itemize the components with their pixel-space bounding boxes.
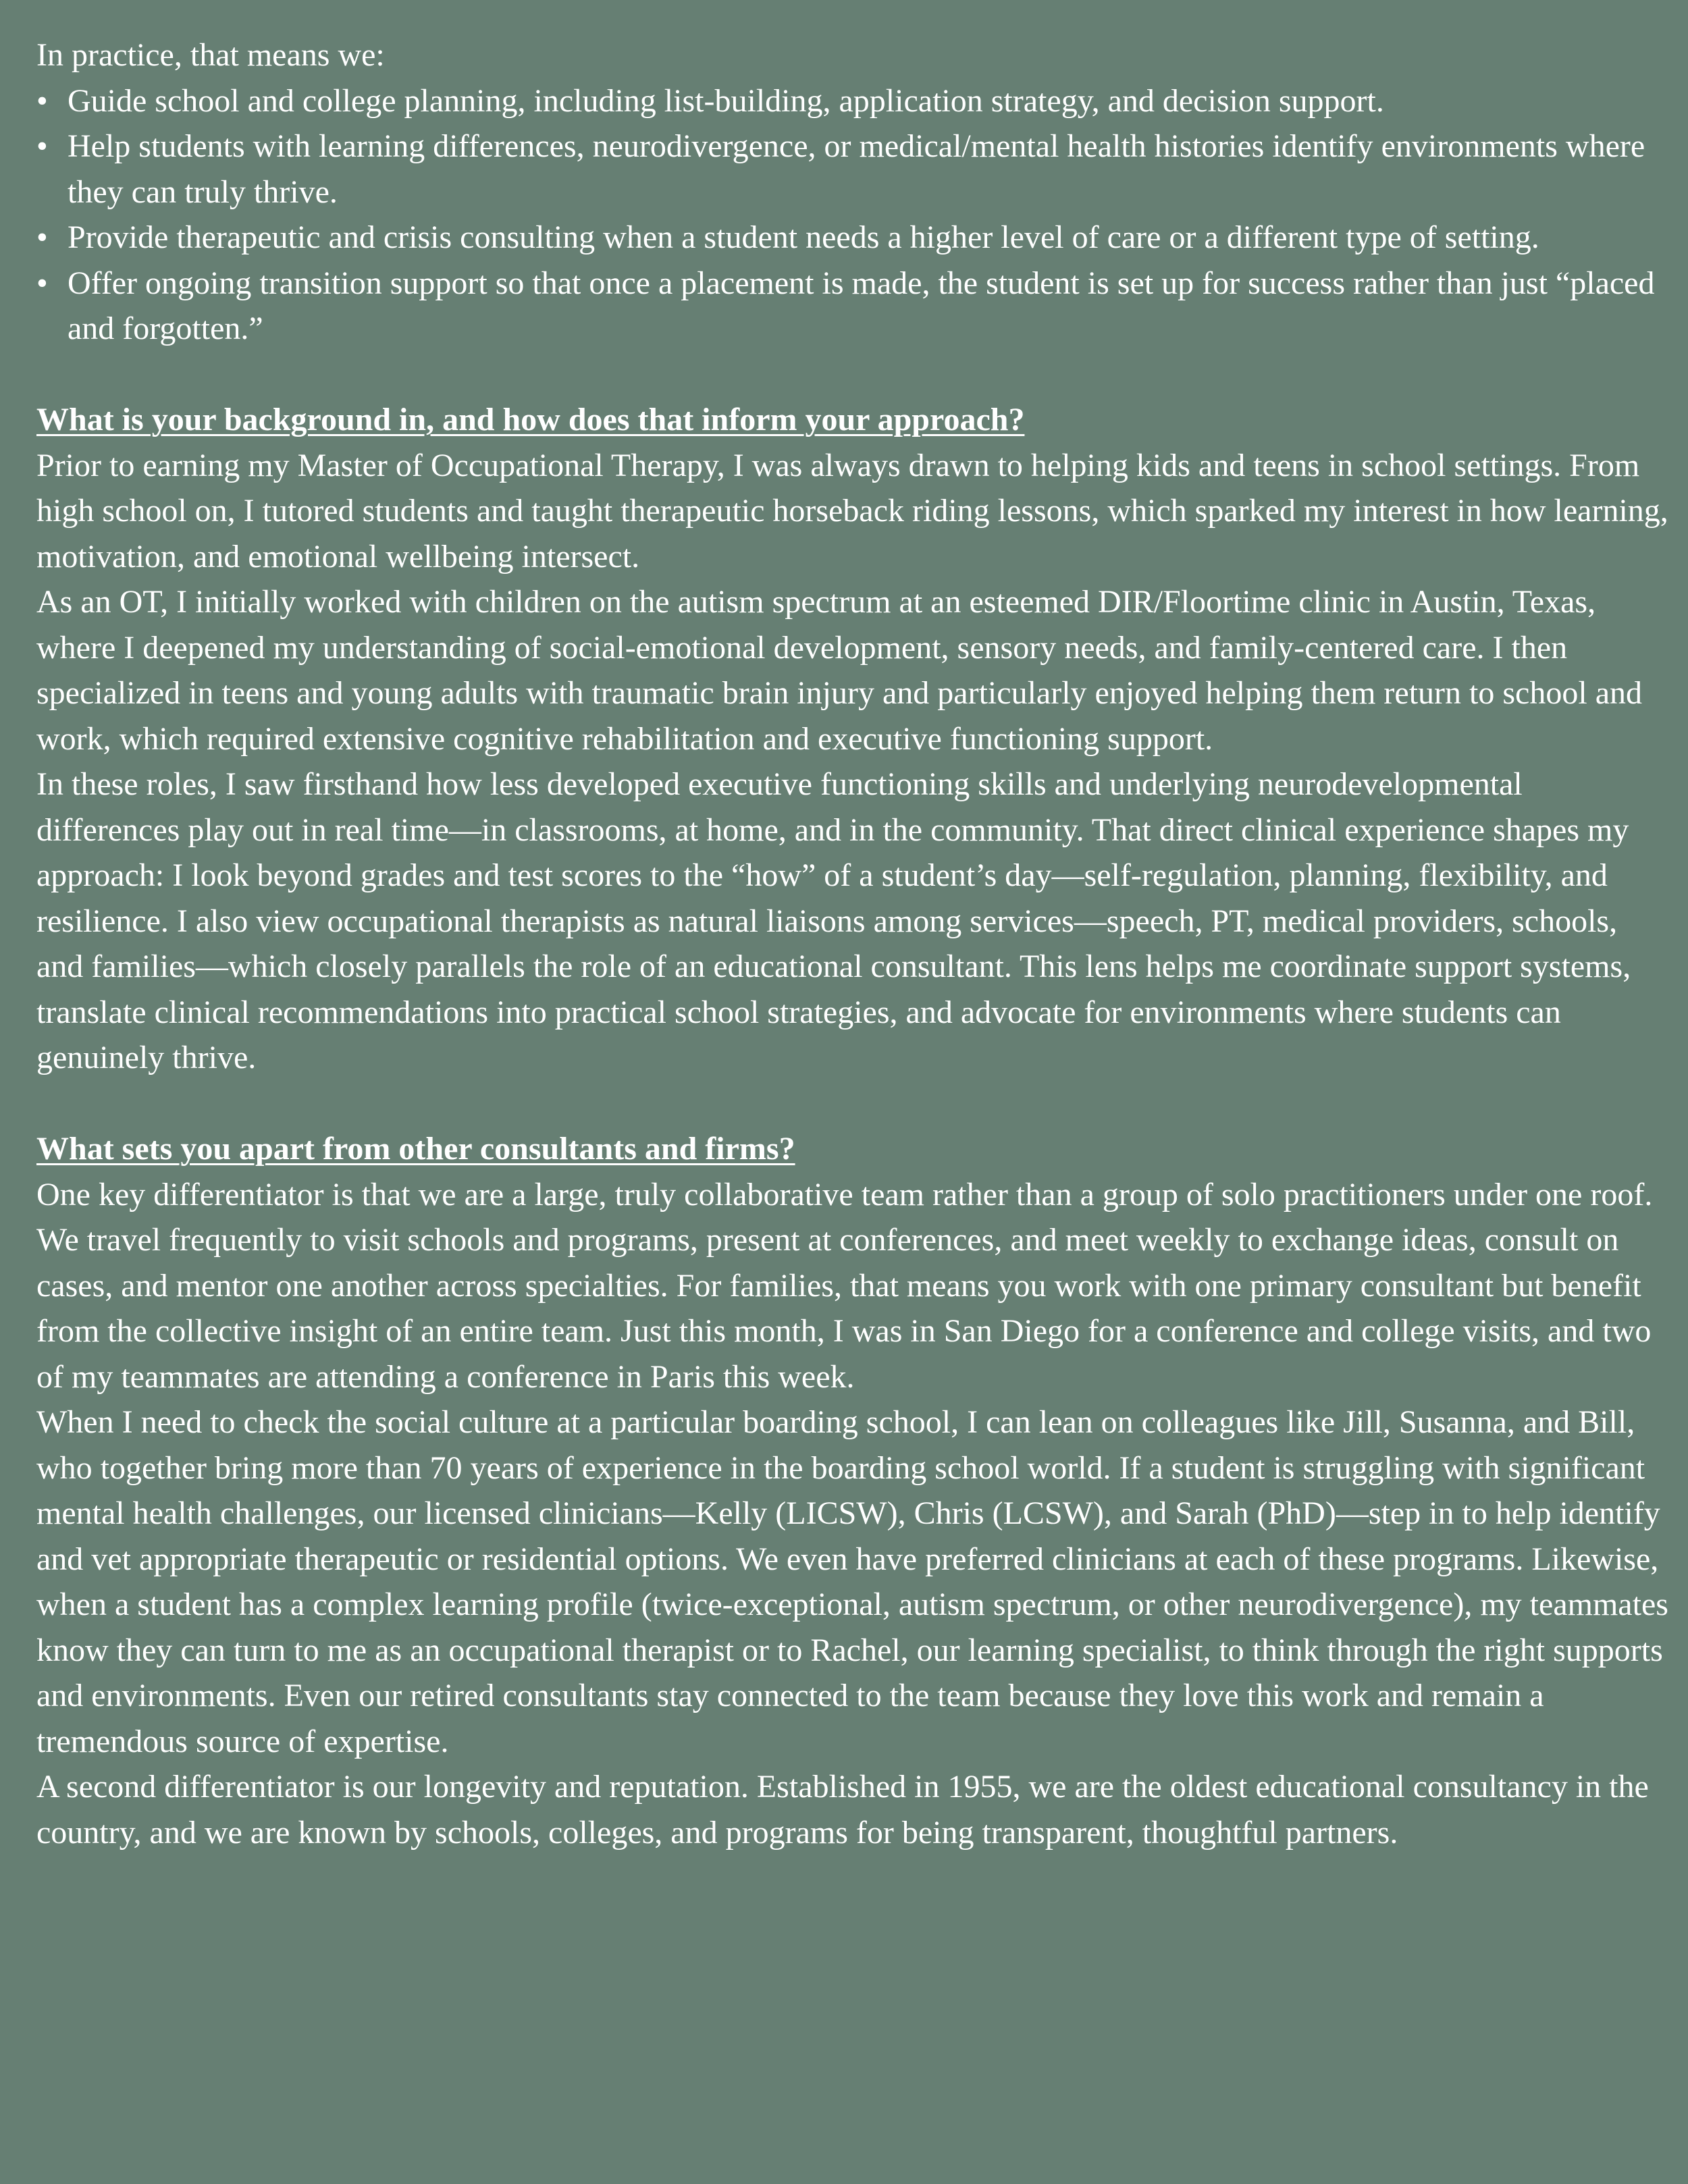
list-item: • Offer ongoing transition support so that once a placement is made, the student is set up for success rather than just “placed and forgotten.” [36,261,1670,352]
paragraph: Prior to earning my Master of Occupational Therapy, I was always drawn to helping kids and teens in school settings. From high school on, I tutored students and taught therapeutic horseback riding lessons, which sparked my interest in how learning, motivation, and emotional wellbeing intersect. [36,447,1668,575]
services-list [36,78,1670,352]
list-item: • Provide therapeutic and crisis consulting when a student needs a higher level of care or a different type of setting. [36,215,1670,261]
paragraph: One key differentiator is that we are a large, truly collaborative team rather than a group of solo practitioners under one roof. We travel frequently to visit schools and programs, present at conferences, and meet weekly to exchange ideas, consult on cases, and mentor one another across specialties. For families, that means you work with one primary consultant but benefit from the collective insight of an entire team. Just this month, I was in San Diego for a conference and college visits, and two of my teammates are attending a conference in Paris this week. [36,1176,1653,1395]
list-item: • Help students with learning differences, neurodivergence, or medical/mental health histories identify environments where they can truly thrive. [36,124,1670,215]
section-heading-differentiators: What sets you apart from other consultants and firms? [36,1131,795,1167]
intro-text: In practice, that means we: [36,37,385,73]
paragraph: In these roles, I saw firsthand how less developed executive functioning skills and underlying neurodevelopmental differences play out in real time—in classrooms, at home, and in the community. That direct clinical experience shapes my approach: I look beyond grades and test scores to the “how” of a student’s day—self-regulation, planning, flexibility, and resilience. I also view occupational therapists as natural liaisons among services—speech, PT, medical providers, schools, and families—which closely parallels the role of an educational consultant. This lens helps me coordinate support systems, translate clinical recommendations into practical school strategies, and advocate for environments where students can genuinely thrive. [36,766,1631,1075]
paragraph: A second differentiator is our longevity and reputation. Established in 1955, we are the oldest educational consultancy in the country, and we are known by schools, colleges, and programs for being transparent, thoughtful partners. [36,1769,1649,1850]
paragraph: When I need to check the social culture at a particular boarding school, I can lean on colleagues like Jill, Susanna, and Bill, who together bring more than 70 years of experience in the boarding school world. If a student is struggling with significant mental health challenges, our licensed clinicians—Kelly (LICSW), Chris (LCSW), and Sarah (PhD)—step in to help identify and vet appropriate therapeutic or residential options. We even have preferred clinicians at each of these programs. Likewise, when a student has a complex learning profile (twice-exceptional, autism spectrum, or other neurodivergence), my teammates know they can turn to me as an occupational therapist or to Rachel, our learning specialist, to think through the right supports and environments. Even our retired consultants stay connected to the team because they love this work and remain a tremendous source of expertise. [36,1404,1668,1759]
section-spacer [36,352,1670,398]
section-heading-background: What is your background in, and how does that inform your approach? [36,402,1025,437]
section-spacer [36,1081,1670,1127]
article-body [36,32,1670,1855]
list-item: • Guide school and college planning, including list-building, application strategy, and decision support. [36,78,1670,124]
paragraph: As an OT, I initially worked with children on the autism spectrum at an esteemed DIR/Floortime clinic in Austin, Texas, where I deepened my understanding of social-emotional development, sensory needs, and family-centered care. I then specialized in teens and young adults with traumatic brain injury and particularly enjoyed helping them return to school and work, which required extensive cognitive rehabilitation and executive functioning support. [36,584,1642,757]
